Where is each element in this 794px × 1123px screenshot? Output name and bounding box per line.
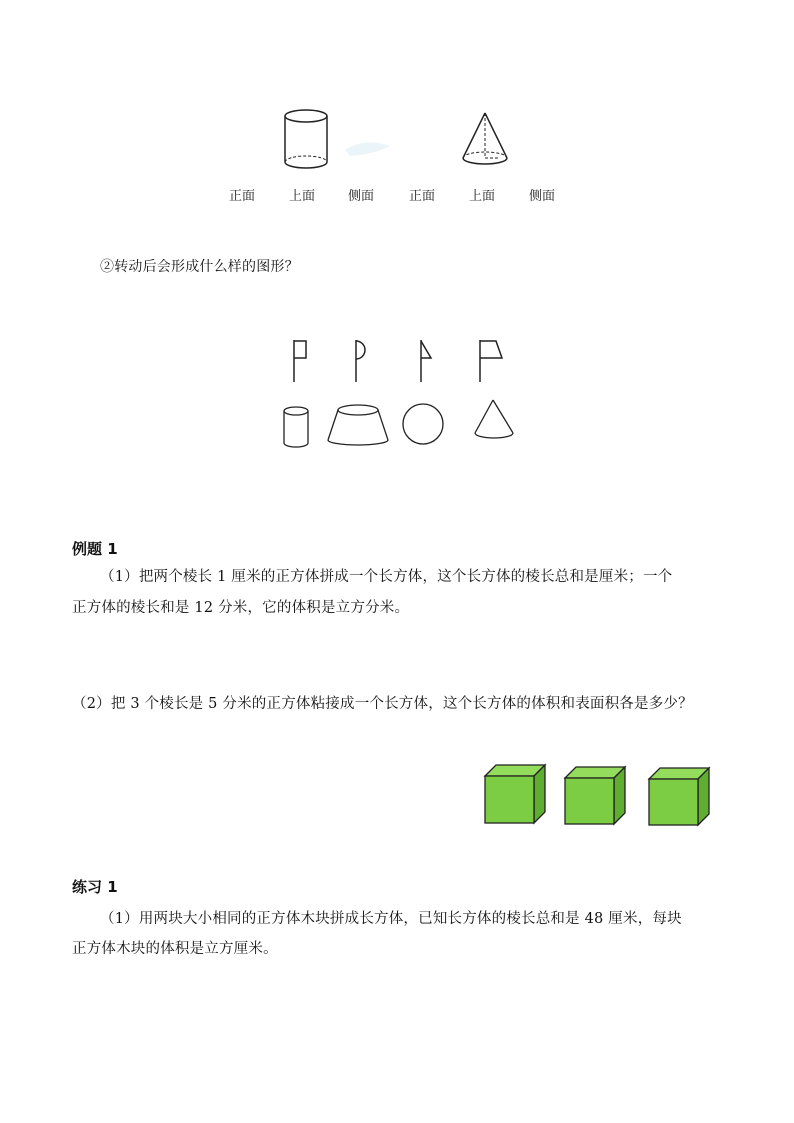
cylinder-figure xyxy=(280,108,332,172)
flag-triangle xyxy=(415,338,439,384)
small-cone xyxy=(470,398,518,442)
view-label-top-1: 上面 xyxy=(289,189,316,204)
view-label-top-2: 上面 xyxy=(469,189,496,204)
view-label-side-2: 侧面 xyxy=(529,189,556,204)
example-1-q2: （2）把 3 个棱长是 5 分米的正方体粘接成一个长方体，这个长方体的体积和表面积各是多少？ xyxy=(72,696,693,712)
frustum xyxy=(325,402,391,448)
flag-trapezoid xyxy=(474,338,508,384)
practice-1-title: 练习 1 xyxy=(72,878,118,896)
view-label-front-1: 正面 xyxy=(229,189,256,204)
flag-rectangle xyxy=(288,338,312,384)
sphere xyxy=(400,402,446,446)
cube-3 xyxy=(649,768,709,825)
practice-1-q1-line1: （1）用两块大小相同的正方体木块拼成长方体，已知长方体的棱长总和是 48 厘米，每块 xyxy=(100,911,682,927)
small-cylinder xyxy=(281,405,311,449)
cube-1 xyxy=(485,765,545,823)
example-1-q1-line1: （1）把两个棱长 1 厘米的正方体拼成一个长方体，这个长方体的棱长总和是厘米；一个 xyxy=(100,569,673,585)
flag-semicircle xyxy=(350,338,374,384)
rotation-question: ②转动后会形成什么样的图形？ xyxy=(100,259,299,275)
cube-2 xyxy=(565,767,625,824)
view-label-front-2: 正面 xyxy=(409,189,436,204)
cone-figure xyxy=(460,110,510,172)
view-label-side-1: 侧面 xyxy=(348,189,375,204)
practice-1-q1-line2: 正方体木块的体积是立方厘米。 xyxy=(72,941,278,957)
example-1-title: 例题 1 xyxy=(72,540,118,558)
green-cubes xyxy=(480,760,720,830)
faint-shape xyxy=(340,132,400,162)
example-1-q1-line2: 正方体的棱长和是 12 分米，它的体积是立方分米。 xyxy=(72,600,410,616)
